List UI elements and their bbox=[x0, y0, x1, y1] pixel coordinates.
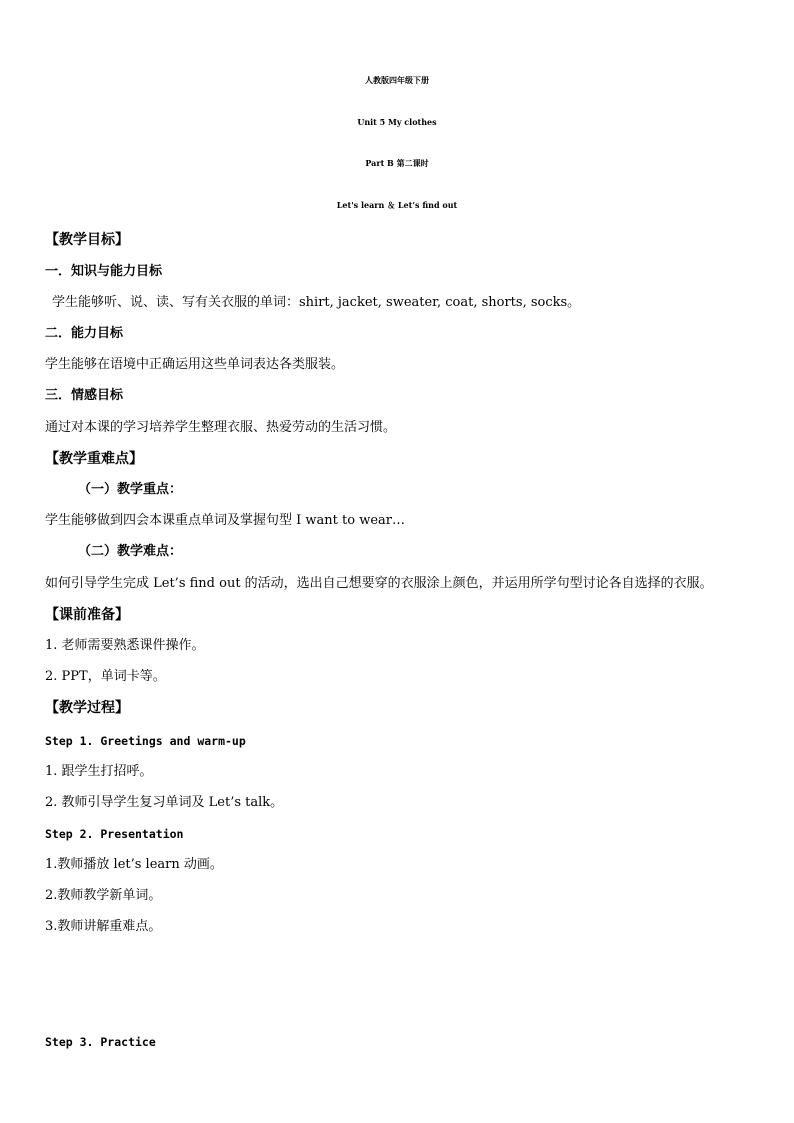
step-2-item-2: 2.教师教学新单词。 bbox=[45, 888, 162, 903]
objectives-heading: 【教学目标】 bbox=[45, 232, 129, 248]
preparation-item-2: 2. PPT，单词卡等。 bbox=[45, 669, 166, 684]
knowledge-heading: 一．知识与能力目标 bbox=[45, 264, 163, 279]
knowledge-text: 学生能够听、说、读、写有关衣服的单词：shirt, jacket, sweater, coat, shorts, socks。 bbox=[52, 295, 581, 310]
step-1-item-2: 2. 教师引导学生复习单词及 Let’s talk。 bbox=[45, 795, 284, 810]
ability-text: 学生能够在语境中正确运用这些单词表达各类服装。 bbox=[45, 357, 345, 372]
emotion-text: 通过对本课的学习培养学生整理衣服、热爱劳动的生活习惯。 bbox=[45, 420, 397, 435]
step-3-heading: Step 3. Practice bbox=[45, 1035, 156, 1049]
lesson-title: Let's learn ＆ Let’s find out bbox=[336, 200, 458, 210]
step-2-item-3: 3.教师讲解重难点。 bbox=[45, 919, 162, 934]
emotion-heading: 三．情感目标 bbox=[45, 388, 124, 403]
difficulty-heading: （二）教学难点： bbox=[78, 544, 183, 559]
difficulty-text: 如何引导学生完成 Let’s find out 的活动，选出自己想要穿的衣服涂上颜色，并运用所学句型讨论各自选择的衣服。 bbox=[45, 576, 713, 591]
preparation-item-1: 1. 老师需要熟悉课件操作。 bbox=[45, 638, 205, 653]
unit-title: Unit 5 My clothes bbox=[357, 117, 437, 127]
preparation-heading: 【课前准备】 bbox=[45, 607, 129, 623]
step-1-heading: Step 1. Greetings and warm-up bbox=[45, 734, 246, 748]
book-title: 人教版四年级下册 bbox=[365, 75, 429, 85]
process-heading: 【教学过程】 bbox=[45, 700, 129, 716]
focus-heading: （一）教学重点： bbox=[78, 482, 183, 497]
ability-heading: 二．能力目标 bbox=[45, 326, 124, 341]
focus-text: 学生能够做到四会本课重点单词及掌握句型 I want to wear… bbox=[45, 513, 405, 528]
step-2-item-1: 1.教师播放 let’s learn 动画。 bbox=[45, 857, 223, 872]
step-1-item-1: 1. 跟学生打招呼。 bbox=[45, 764, 153, 779]
step-2-heading: Step 2. Presentation bbox=[45, 827, 184, 841]
part-title: Part B 第二课时 bbox=[365, 158, 429, 168]
key-points-heading: 【教学重难点】 bbox=[45, 451, 143, 467]
